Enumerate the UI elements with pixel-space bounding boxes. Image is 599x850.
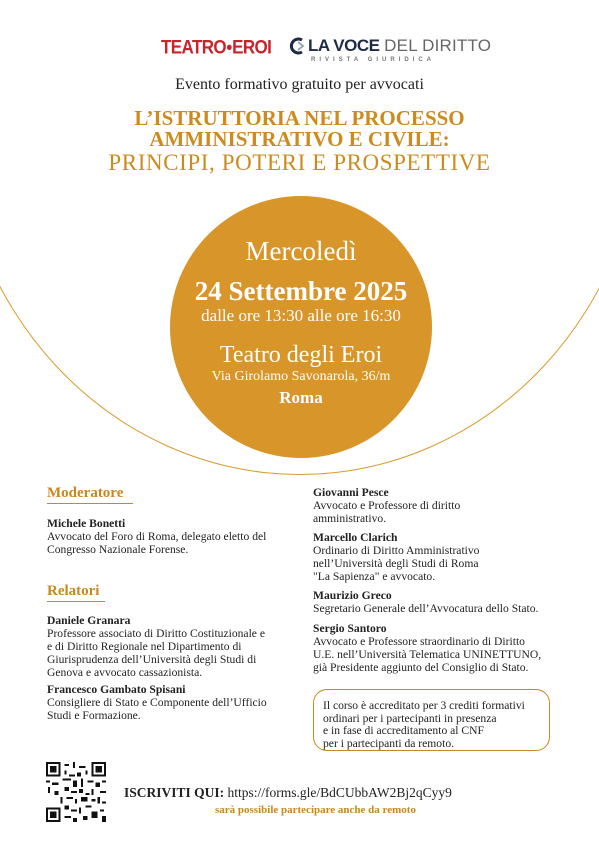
event-venue: Teatro degli Eroi bbox=[219, 342, 383, 368]
credits-box: Il corso è accreditato per 3 crediti formativi ordinari per i partecipanti in presenza e in fase di accreditamento al CNF per i partecipanti da remoto. bbox=[313, 689, 550, 751]
voce-diritto-logo-icon bbox=[289, 37, 307, 55]
person-description: Consigliere di Stato e Componente dell’Ufficio Studi e Formazione. bbox=[47, 696, 267, 722]
relatore-entry bbox=[313, 589, 538, 615]
logo-voce-main: LA VOCE bbox=[308, 36, 380, 55]
registration-line bbox=[124, 785, 452, 801]
teatro-eroi-logo bbox=[161, 36, 271, 59]
logo-voce-second: DEL DIRITTO bbox=[384, 36, 492, 55]
event-date: 24 Settembre 2025 bbox=[194, 276, 408, 306]
event-city: Roma bbox=[279, 388, 323, 407]
registration-label: ISCRIVITI QUI: bbox=[124, 785, 225, 800]
theater-mask-icon: ● bbox=[226, 40, 233, 55]
person-name: Daniele Granara bbox=[47, 614, 131, 627]
relatori-heading: Relatori bbox=[47, 583, 105, 602]
relatore-entry bbox=[313, 486, 460, 525]
moderatore-entry bbox=[47, 517, 266, 556]
person-description: Avvocato e Professore straordinario di Diritto U.E. nell’Università Telematica UNINETTUNO, già Presidente aggiunto del Consiglio di Stato. bbox=[313, 635, 542, 674]
relatore-entry bbox=[313, 622, 541, 674]
event-day: Mercoledì bbox=[245, 236, 357, 266]
person-name: Giovanni Pesce bbox=[313, 486, 389, 499]
event-address: Via Girolamo Savonarola, 36/m bbox=[211, 369, 391, 384]
logo-teatro-text: TEATRO bbox=[161, 36, 227, 58]
remote-participation-note: sarà possibile partecipare anche da remoto bbox=[215, 804, 416, 816]
relatore-entry bbox=[313, 531, 479, 583]
person-name: Marcello Clarich bbox=[313, 531, 398, 544]
relatore-entry bbox=[47, 614, 265, 679]
title-line-2: AMMINISTRATIVO E CIVILE: bbox=[149, 127, 450, 151]
registration-link[interactable]: https://forms.gle/BdCUbbAW2Bj2qCyy9 bbox=[227, 785, 452, 800]
person-name: Maurizio Greco bbox=[313, 589, 392, 602]
event-type: Evento formativo gratuito per avvocati bbox=[175, 76, 424, 93]
qr-code-icon[interactable] bbox=[46, 762, 106, 822]
person-description: Segretario Generale dell’Avvocatura dello Stato. bbox=[313, 602, 539, 615]
logo-eroi-text: EROI bbox=[232, 36, 272, 58]
person-name: Francesco Gambato Spisani bbox=[47, 683, 186, 696]
logo-voce-sub: RIVISTA GIURIDICA bbox=[311, 57, 436, 63]
person-description: Ordinario di Diritto Amministrativo nell’Università degli Studi di Roma "La Sapienza" e avvocato. bbox=[313, 544, 480, 583]
moderatore-heading: Moderatore bbox=[47, 485, 133, 504]
relatore-entry bbox=[47, 683, 267, 722]
person-name: Michele Bonetti bbox=[47, 517, 126, 530]
event-hours: dalle ore 13:30 alle ore 16:30 bbox=[201, 306, 401, 325]
title-line-1: L’ISTRUTTORIA NEL PROCESSO bbox=[134, 106, 465, 130]
person-name: Sergio Santoro bbox=[313, 622, 387, 635]
person-description: Avvocato del Foro di Roma, delegato eletto del Congresso Nazionale Forense. bbox=[47, 530, 267, 556]
person-description: Professore associato di Diritto Costituzionale e e di Diritto Regionale nel Dipartimento di Giurisprudenza dell’Università degli Studi di Genova e avvocato cassazionista. bbox=[47, 627, 265, 679]
person-description: Avvocato e Professore di diritto amministrativo. bbox=[313, 499, 461, 525]
title-line-3: PRINCIPI, POTERI E PROSPETTIVE bbox=[108, 150, 491, 175]
